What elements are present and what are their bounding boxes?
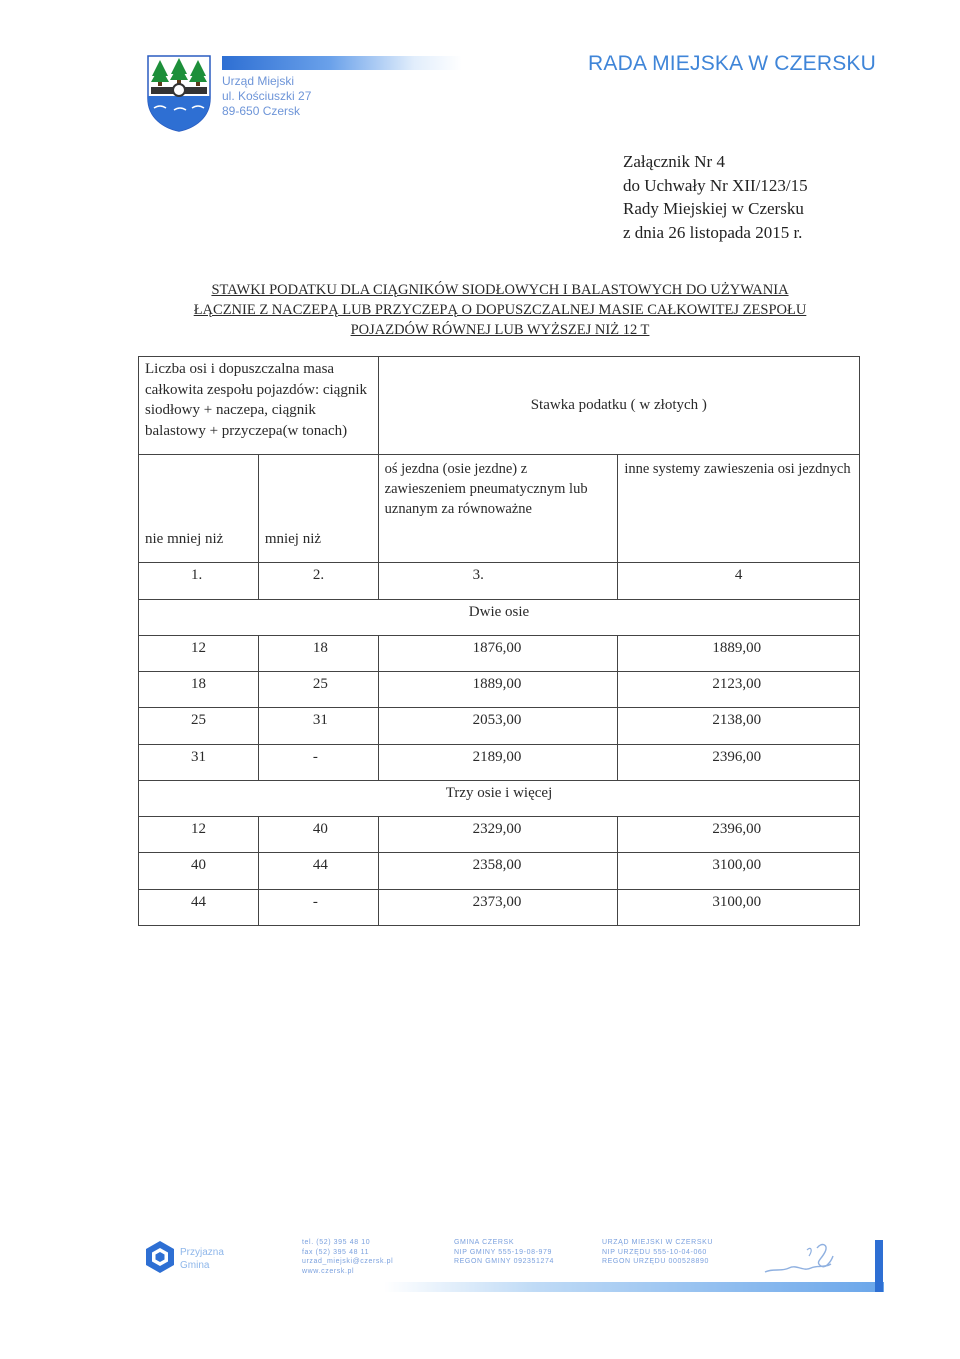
section-label: Trzy osie i więcej (139, 780, 860, 816)
table-row (139, 853, 860, 889)
document-title (140, 280, 860, 340)
rate-other: 2396,00 (618, 817, 860, 853)
min-mass: 12 (139, 817, 259, 853)
footer-slogan (180, 1246, 224, 1272)
section-label: Dwie osie (139, 599, 860, 635)
email-address: urzad_miejski@czersk.pl (302, 1258, 394, 1266)
fax-number: fax (52) 395 48 11 (302, 1248, 370, 1256)
table-row (139, 817, 860, 853)
table-header-row (139, 357, 860, 455)
footer-commune-ids (454, 1238, 554, 1267)
issuing-body: Rady Miejskiej w Czersku (623, 199, 804, 218)
footer-office-ids (602, 1238, 713, 1267)
hexagon-logo-icon (144, 1240, 176, 1274)
title-line-2: ŁĄCZNIE Z NACZEPĄ LUB PRZYCZEPĄ O DOPUSZCZALNEJ MASIE CAŁKOWITEJ ZESPOŁU (193, 302, 807, 318)
slogan-line: Przyjazna (180, 1247, 224, 1258)
office-address (222, 74, 311, 119)
max-mass: - (258, 744, 378, 780)
max-mass: 18 (258, 635, 378, 671)
rate-pneumatic: 1889,00 (378, 672, 618, 708)
table-row (139, 744, 860, 780)
footer-contact (302, 1238, 393, 1276)
max-mass: 25 (258, 672, 378, 708)
header-band (222, 56, 462, 70)
attachment-note (623, 150, 808, 244)
commune-name: GMINA CZERSK (454, 1239, 515, 1246)
office-postcode: 89-650 Czersk (222, 104, 301, 118)
column-number: 2. (258, 563, 378, 599)
rate-other: 1889,00 (618, 635, 860, 671)
phone-number: tel. (52) 395 48 10 (302, 1239, 371, 1246)
max-mass: 40 (258, 817, 378, 853)
rate-other: 2123,00 (618, 672, 860, 708)
column-other-suspension: inne systemy zawieszenia osi jezdnych (618, 454, 860, 563)
header-axles-mass: Liczba osi i dopuszczalna masa całkowita zespołu pojazdów: ciągnik siodłowy + naczepa, ciągnik balastowy + przyczepa(w tonach) (139, 357, 379, 455)
min-mass: 12 (139, 635, 259, 671)
column-pneumatic: oś jezdna (osie jezdne) z zawieszeniem pneumatycznym lub uznanym za równoważne (378, 454, 618, 563)
tax-rate-table (138, 356, 860, 926)
rate-other: 2396,00 (618, 744, 860, 780)
attachment-number: Załącznik Nr 4 (623, 152, 725, 171)
min-mass: 31 (139, 744, 259, 780)
section-row (139, 599, 860, 635)
rate-other: 3100,00 (618, 853, 860, 889)
min-mass: 40 (139, 853, 259, 889)
table-row (139, 635, 860, 671)
rate-pneumatic: 2358,00 (378, 853, 618, 889)
table-row (139, 889, 860, 925)
office-regon: REGON URZĘDU 000528890 (602, 1258, 709, 1266)
rate-other: 3100,00 (618, 889, 860, 925)
office-street: ul. Kościuszki 27 (222, 89, 312, 103)
column-number-row (139, 563, 860, 599)
rate-pneumatic: 2373,00 (378, 889, 618, 925)
rate-pneumatic: 2329,00 (378, 817, 618, 853)
rate-pneumatic: 2189,00 (378, 744, 618, 780)
letterhead (146, 52, 876, 132)
handwritten-signature-icon (759, 1238, 849, 1280)
resolution-date: z dnia 26 listopada 2015 r. (623, 222, 803, 242)
website-address: www.czersk.pl (302, 1267, 355, 1275)
table-row (139, 672, 860, 708)
min-mass: 18 (139, 672, 259, 708)
column-number: 3. (378, 563, 618, 599)
max-mass: 31 (258, 708, 378, 744)
title-line-1: STAWKI PODATKU DLA CIĄGNIKÓW SIODŁOWYCH I BALASTOWYCH DO UŻYWANIA (211, 282, 789, 298)
rate-pneumatic: 1876,00 (378, 635, 618, 671)
min-mass: 25 (139, 708, 259, 744)
footer-band (384, 1282, 884, 1292)
table-subheader-row (139, 454, 860, 563)
title-line-3: POJAZDÓW RÓWNEJ LUB WYŻSZEJ NIŻ 12 T (350, 322, 650, 338)
office-nip: NIP URZĘDU 555-10-04-060 (602, 1248, 707, 1256)
rate-other: 2138,00 (618, 708, 860, 744)
column-min: nie mniej niż (139, 454, 259, 563)
slogan-line: Gmina (180, 1260, 210, 1271)
commune-regon: REGON GMINY 092351274 (454, 1258, 555, 1266)
coat-of-arms-icon (146, 54, 212, 132)
resolution-number: do Uchwały Nr XII/123/15 (623, 175, 808, 195)
column-number: 4 (618, 563, 860, 599)
min-mass: 44 (139, 889, 259, 925)
max-mass: 44 (258, 853, 378, 889)
section-row (139, 780, 860, 816)
max-mass: - (258, 889, 378, 925)
rate-pneumatic: 2053,00 (378, 708, 618, 744)
council-name: RADA MIEJSKA W CZERSKU (588, 52, 876, 75)
footer-accent-bar (875, 1240, 883, 1292)
column-number: 1. (139, 563, 259, 599)
header-tax-rate: Stawka podatku ( w złotych ) (378, 357, 859, 455)
commune-nip: NIP GMINY 555-19-08-979 (454, 1248, 552, 1256)
office-name: URZĄD MIEJSKI W CZERSKU (602, 1239, 714, 1246)
footer (144, 1236, 884, 1306)
table-row (139, 708, 860, 744)
office-name: Urząd Miejski (222, 74, 295, 88)
column-max: mniej niż (258, 454, 378, 563)
